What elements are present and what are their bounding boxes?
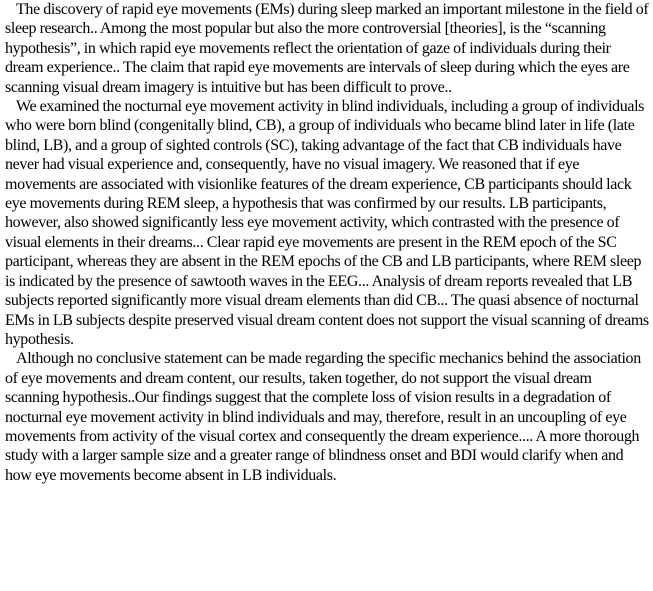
paragraph-conclusion: Although no conclusive statement can be made regarding the specific mechanics behind the association of eye movements and dream content, our results, taken together, do not support the visual dream scanning hypothesis..Our findings suggest that the complete loss of vision results in a degradation of nocturnal eye movement activity in blind individuals and may, therefore, result in an uncoupling of eye movements from activity of the visual cortex and consequently the dream experience.... A more thorough study with a larger sample size and a greater range of blindness onset and BDI would clarify when and how eye movements become absent in LB individuals.: [5, 350, 641, 484]
document-body: [5, 0, 649, 485]
paragraph-intro: The discovery of rapid eye movements (EMs) during sleep marked an important milestone in the field of sleep research.. Among the most popular but also the more controversial [theories], is the “scanning hypothesis”, in which rapid eye movements reflect the orientation of gaze of individuals during their dream experience.. The claim that rapid eye movements are intervals of sleep during which the eyes are scanning visual dream imagery is intuitive but has been difficult to prove..: [5, 1, 649, 96]
paragraph-method-results: We examined the nocturnal eye movement activity in blind individuals, including a group of individuals who were born blind (congenitally blind, CB), a group of individuals who became blind later in life (late blind, LB), and a group of sighted controls (SC), taking advantage of the fact that CB individuals have never had visual experience and, consequently, have no visual imagery. We reasoned that if eye movements are associated with visionlike features of the dream experience, CB participants should lack eye movements during REM sleep, a hypothesis that was confirmed by our results. LB participants, however, also showed significantly less eye movement activity, which contrasted with the presence of visual elements in their dreams... Clear rapid eye movements are present in the REM epoch of the SC participant, whereas they are absent in the REM epochs of the CB and LB participants, where REM sleep is indicated by the presence of sawtooth waves in the EEG... Analysis of dream reports revealed that LB subjects reported significantly more visual dream elements than did CB... The quasi absence of nocturnal EMs in LB subjects despite preserved visual dream content does not support the visual scanning of dreams hypothesis.: [5, 98, 649, 348]
